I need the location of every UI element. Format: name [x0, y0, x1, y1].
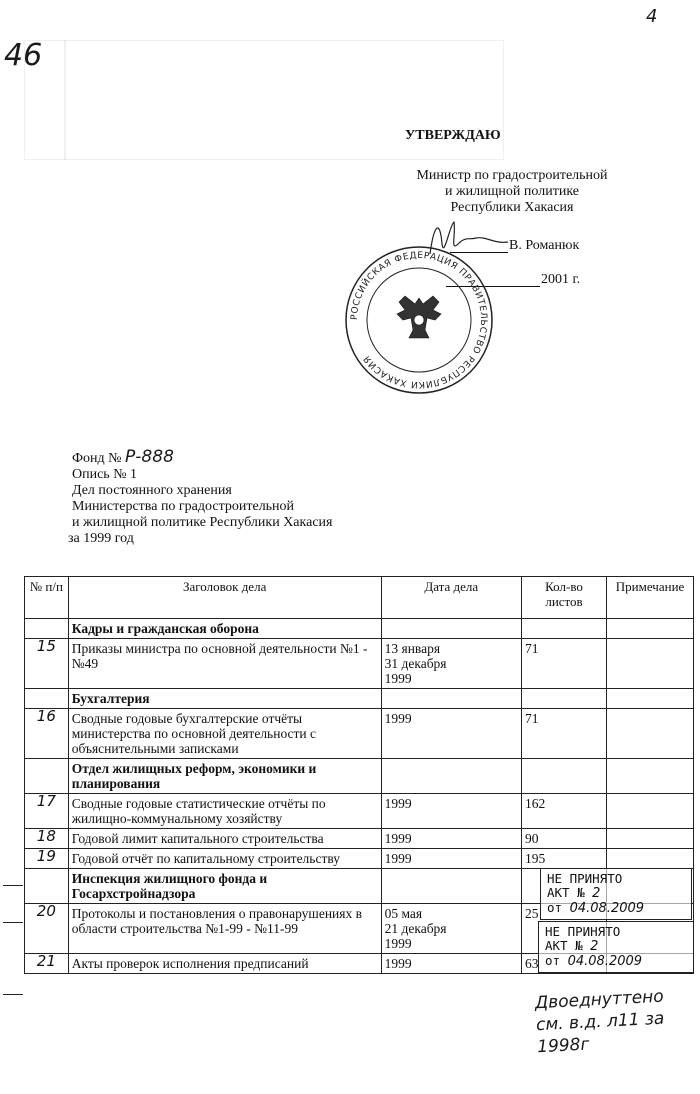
stamp-act-number: 2 [590, 939, 599, 954]
header-line: за 1999 год [68, 531, 134, 546]
approval-position-line: Республики Хакасия [450, 200, 574, 215]
section-title: Отдел жилищных реформ, экономики и планирования [68, 759, 381, 794]
item-date [381, 904, 521, 954]
section-num-cell [25, 759, 69, 794]
date-line: 1999 [384, 936, 412, 951]
stamp-date: 04.08.2009 [569, 901, 645, 916]
table-header-row [25, 577, 694, 619]
date-line: 21 декабря [384, 921, 447, 936]
item-date [381, 954, 521, 974]
empty-cell [607, 759, 694, 794]
item-sheets: 25 [521, 904, 606, 954]
empty-cell [381, 689, 521, 709]
table-row [25, 639, 694, 689]
section-row [25, 619, 694, 639]
date-line: 31 декабря [384, 656, 447, 671]
archive-page-number: 4 [646, 6, 658, 27]
item-note [607, 849, 694, 869]
table-row [25, 794, 694, 829]
date-line: 05 мая [384, 906, 423, 921]
item-number: 15 [25, 639, 69, 689]
item-date [381, 794, 521, 829]
approval-position [392, 168, 632, 216]
handwritten-note-line: Двоеднуттено [534, 986, 665, 1014]
column-header: Заголовок дела [68, 577, 381, 619]
stamp-act-label: АКТ № [545, 938, 583, 953]
item-sheets: 195 [521, 849, 606, 869]
item-date [381, 709, 521, 759]
empty-cell [381, 759, 521, 794]
item-sheets: 162 [521, 794, 606, 829]
empty-cell [381, 869, 521, 904]
empty-cell [607, 689, 694, 709]
not-accepted-stamp [538, 921, 694, 973]
empty-cell [521, 759, 606, 794]
section-title: Инспекция жилищного фонда и Госархстройнадзора [68, 869, 381, 904]
header-line: Дел постоянного хранения [72, 483, 232, 498]
item-sheets: 71 [521, 639, 606, 689]
not-accepted-stamp [540, 868, 692, 920]
item-title: Годовой отчёт по капитальному строительству [68, 849, 381, 869]
item-note [607, 829, 694, 849]
approval-position-line: Министр по градостроительной [416, 168, 608, 183]
item-title: Акты проверок исполнения предписаний [68, 954, 381, 974]
seal-ring-text: РОССИЙСКАЯ ФЕДЕРАЦИЯ ПРАВИТЕЛЬСТВО РЕСПУБЛИКИ ХАКАСИЯ [349, 250, 489, 390]
item-number: 17 [25, 794, 69, 829]
item-title: Годовой лимит капитального строительства [68, 829, 381, 849]
item-title: Сводные годовые статистические отчёты по жилищно-коммунальному хозяйству [68, 794, 381, 829]
date-line: 1999 [384, 711, 412, 726]
item-number: 19 [25, 849, 69, 869]
header-line: Министерства по градостроительной [72, 499, 295, 514]
empty-cell [381, 619, 521, 639]
item-note [607, 709, 694, 759]
approval-year: 2001 г. [541, 272, 581, 287]
section-row [25, 689, 694, 709]
margin-dash [3, 994, 23, 995]
item-number: 20 [25, 904, 69, 954]
section-num-cell [25, 689, 69, 709]
bleed-through-col [64, 40, 66, 160]
stamp-act-label: АКТ № [547, 885, 585, 900]
date-line: 1999 [384, 956, 412, 971]
stamp-title: НЕ ПРИНЯТО [547, 871, 623, 886]
item-number: 21 [25, 954, 69, 974]
margin-dash [3, 885, 23, 886]
section-num-cell [25, 619, 69, 639]
stamp-from-label: от [545, 953, 561, 968]
section-row [25, 759, 694, 794]
fond-number: Р-888 [125, 447, 174, 467]
section-title: Бухгалтерия [68, 689, 381, 709]
column-header: № п/п [25, 577, 69, 619]
stamp-date: 04.08.2009 [567, 954, 643, 969]
item-number: 16 [25, 709, 69, 759]
item-date [381, 849, 521, 869]
archive-sheet-number: 46 [4, 38, 43, 73]
item-title: Протоколы и постановления о правонарушениях в области строительства №1-99 - №11-99 [68, 904, 381, 954]
header-line: Опись № 1 [72, 467, 138, 482]
table-row [25, 829, 694, 849]
date-line: 13 января [384, 641, 441, 656]
item-title: Сводные годовые бухгалтерские отчёты министерства по основной деятельности с объяснительными записками [68, 709, 381, 759]
stamp-act-number: 2 [592, 886, 601, 901]
table-row [25, 849, 694, 869]
date-line: 1999 [384, 796, 412, 811]
column-header: Дата дела [381, 577, 521, 619]
date-line: 1999 [384, 671, 412, 686]
section-num-cell [25, 869, 69, 904]
empty-cell [521, 689, 606, 709]
inventory-header [68, 447, 333, 547]
stamp-from-label: от [547, 900, 563, 915]
table-row [25, 709, 694, 759]
approval-heading: УТВЕРЖДАЮ [405, 128, 501, 143]
item-date [381, 639, 521, 689]
empty-cell [607, 619, 694, 639]
item-sheets: 71 [521, 709, 606, 759]
handwritten-note [534, 984, 700, 1058]
signer-name: В. Романюк [509, 238, 580, 253]
item-sheets: 63 [521, 954, 606, 974]
item-note [607, 794, 694, 829]
empty-cell [521, 619, 606, 639]
date-line: 1999 [384, 851, 412, 866]
handwritten-note-line: см. в.д. л11 за 1998г [535, 1008, 665, 1058]
stamp-title: НЕ ПРИНЯТО [545, 924, 621, 939]
section-title: Кадры и гражданская оборона [68, 619, 381, 639]
header-line: и жилищной политике Республики Хакасия [72, 515, 333, 530]
fond-label: Фонд № [72, 451, 122, 466]
official-seal [343, 244, 495, 396]
item-date [381, 829, 521, 849]
approval-position-line: и жилищной политике [445, 184, 579, 199]
column-header: Кол-во листов [521, 577, 606, 619]
date-line: 1999 [384, 831, 412, 846]
item-note [607, 639, 694, 689]
margin-dash [3, 922, 23, 923]
item-sheets: 90 [521, 829, 606, 849]
item-number: 18 [25, 829, 69, 849]
column-header: Примечание [607, 577, 694, 619]
item-title: Приказы министра по основной деятельности №1 - №49 [68, 639, 381, 689]
